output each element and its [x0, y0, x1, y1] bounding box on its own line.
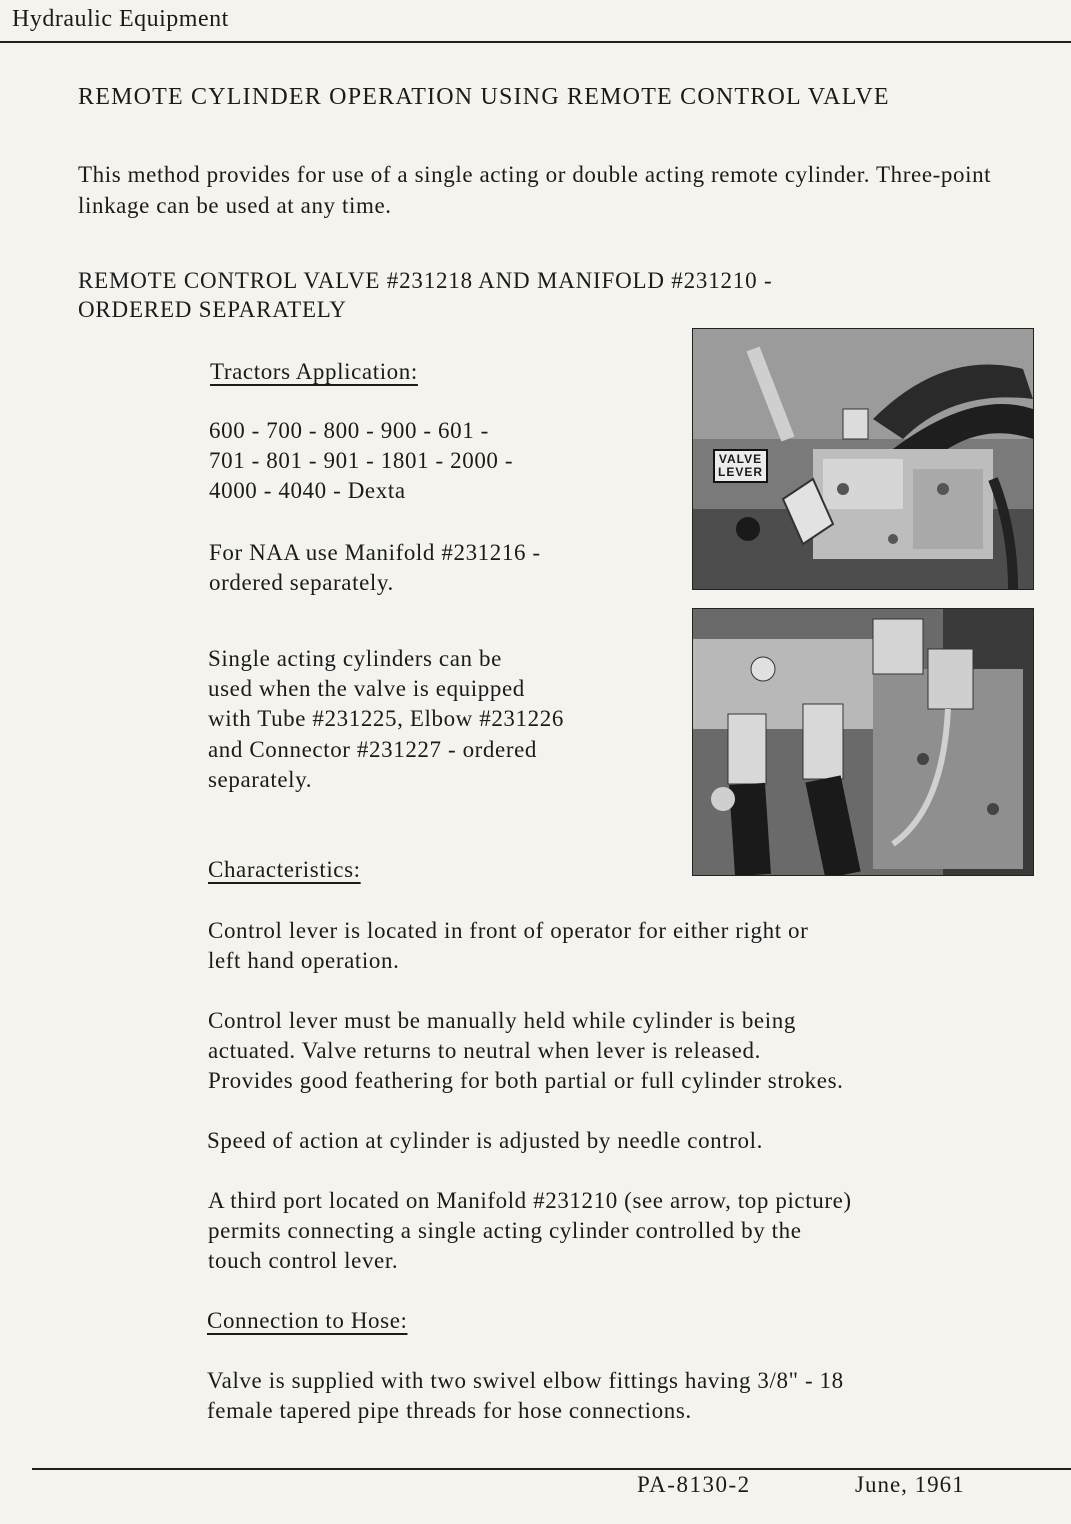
intro-paragraph: This method provides for use of a single acting or double acting remote cylinder. Three-point linkage can be used at any time. — [78, 162, 992, 218]
subheading-line: ORDERED SEPARATELY — [78, 297, 347, 322]
note-line: with Tube #231225, Elbow #231226 — [208, 706, 564, 732]
footer-rule — [32, 1468, 1071, 1470]
note-line: Single acting cylinders can be — [208, 646, 502, 671]
text-line: permits connecting a single acting cylinder controlled by the — [208, 1218, 802, 1244]
subheading-line: REMOTE CONTROL VALVE #231218 AND MANIFOLD #231210 - — [78, 268, 773, 293]
valve-lever-callout — [713, 449, 768, 483]
header-rule — [0, 41, 1071, 43]
manifold-fittings-photo-illustration — [693, 609, 1033, 875]
page-title: REMOTE CYLINDER OPERATION USING REMOTE CONTROL VALVE — [78, 84, 890, 110]
model-line: 4000 - 4040 - Dexta — [209, 478, 406, 504]
text-line: Valve is supplied with two swivel elbow fittings having 3/8" - 18 — [207, 1368, 844, 1393]
hose-paragraph — [207, 1366, 844, 1426]
model-line: 600 - 700 - 800 - 900 - 601 - — [209, 418, 489, 443]
text-line: Speed of action at cylinder is adjusted by needle control. — [207, 1128, 763, 1153]
naa-note — [209, 538, 541, 598]
characteristics-paragraph-3 — [207, 1126, 763, 1156]
note-line: and Connector #231227 - ordered — [208, 736, 538, 762]
single-acting-note — [208, 644, 564, 795]
note-line: separately. — [208, 766, 313, 792]
page-section-header: Hydraulic Equipment — [12, 6, 229, 32]
model-line: 701 - 801 - 901 - 1801 - 2000 - — [209, 448, 514, 474]
valve-subheading — [78, 266, 938, 324]
document-code: PA-8130-2 — [637, 1472, 751, 1497]
text-line: left hand operation. — [208, 948, 400, 974]
characteristics-paragraph-2 — [208, 1006, 844, 1097]
text-line: female tapered pipe threads for hose connections. — [207, 1398, 692, 1424]
characteristics-paragraph-4 — [208, 1186, 852, 1277]
note-line: For NAA use Manifold #231216 - — [209, 540, 541, 565]
text-line: Control lever must be manually held while cylinder is being — [208, 1008, 796, 1033]
document-date: June, 1961 — [855, 1472, 965, 1497]
text-line: Provides good feathering for both partial or full cylinder strokes. — [208, 1068, 844, 1094]
tractors-heading: Tractors Application: — [210, 359, 418, 384]
text-line: A third port located on Manifold #231210 (see arrow, top picture) — [208, 1188, 852, 1213]
characteristics-paragraph-1 — [208, 916, 808, 976]
characteristics-heading: Characteristics: — [208, 857, 361, 882]
text-line: Control lever is located in front of operator for either right or — [208, 918, 809, 943]
manifold-fittings-photo — [692, 608, 1034, 876]
note-line: used when the valve is equipped — [208, 676, 525, 702]
text-line: actuated. Valve returns to neutral when lever is released. — [208, 1038, 761, 1064]
callout-line: VALVE — [718, 452, 763, 466]
hose-heading: Connection to Hose: — [207, 1308, 408, 1333]
text-line: touch control lever. — [208, 1248, 399, 1274]
callout-line: LEVER — [718, 465, 764, 479]
note-line: ordered separately. — [209, 570, 394, 596]
valve-lever-photo — [692, 328, 1034, 590]
tractors-model-list — [209, 416, 513, 507]
